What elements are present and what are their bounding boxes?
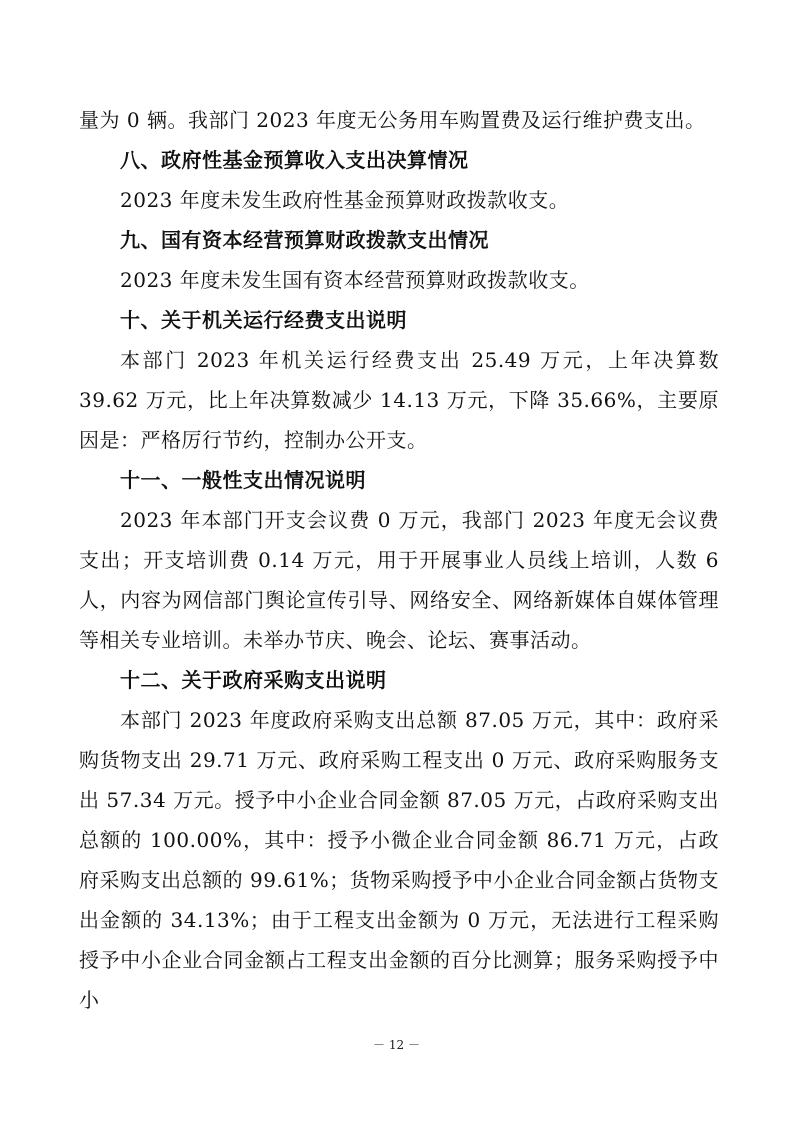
heading-general-expenditure: 十一、一般性支出情况说明 [120,468,366,492]
paragraph-state-capital-budget: 2023 年度未发生国有资本经营预算财政拨款收支。 [120,268,590,292]
document-body [79,100,719,1020]
paragraph-vehicle-count: 量为 0 辆。我部门 2023 年度无公务用车购置费及运行维护费支出。 [79,108,706,132]
heading-operating-expenses: 十、关于机关运行经费支出说明 [120,308,407,332]
heading-government-procurement: 十二、关于政府采购支出说明 [120,668,387,692]
paragraph-general-expenditure: 2023 年本部门开支会议费 0 万元，我部门 2023 年度无会议费支出；开支培训费 0.14 万元，用于开展事业人员线上培训，人数 6 人，内容为网信部门舆论宣传引导、网络安全、网络新媒体自媒体管理等相关专业培训。未举办节庆、晚会、论坛、赛事活动。 [79,508,719,652]
heading-state-capital-budget: 九、国有资本经营预算财政拨款支出情况 [120,228,489,252]
paragraph-operating-expenses: 本部门 2023 年机关运行经费支出 25.49 万元，上年决算数 39.62 万元，比上年决算数减少 14.13 万元，下降 35.66%，主要原因是：严格厉行节约，控制办公开支。 [79,348,719,452]
paragraph-government-fund-budget: 2023 年度未发生政府性基金预算财政拨款收支。 [120,188,570,212]
paragraph-government-procurement: 本部门 2023 年度政府采购支出总额 87.05 万元，其中：政府采购货物支出 29.71 万元、政府采购工程支出 0 万元、政府采购服务支出 57.34 万元。授予中小企业合同金额 87.05 万元，占政府采购支出总额的 100.00%，其中：授予小微企业合同金额 86.71 万元，占政府采购支出总额的 99.61%；货物采购授予中小企业合同金额占货物支出金额的 34.13%；由于工程支出金额为 0 万元，无法进行工程采购授予中小企业合同金额占工程支出金额的百分比测算；服务采购授予中小 [79,708,719,1012]
page-number: － 12 － [373,1038,420,1052]
heading-government-fund-budget: 八、政府性基金预算收入支出决算情况 [120,148,469,172]
